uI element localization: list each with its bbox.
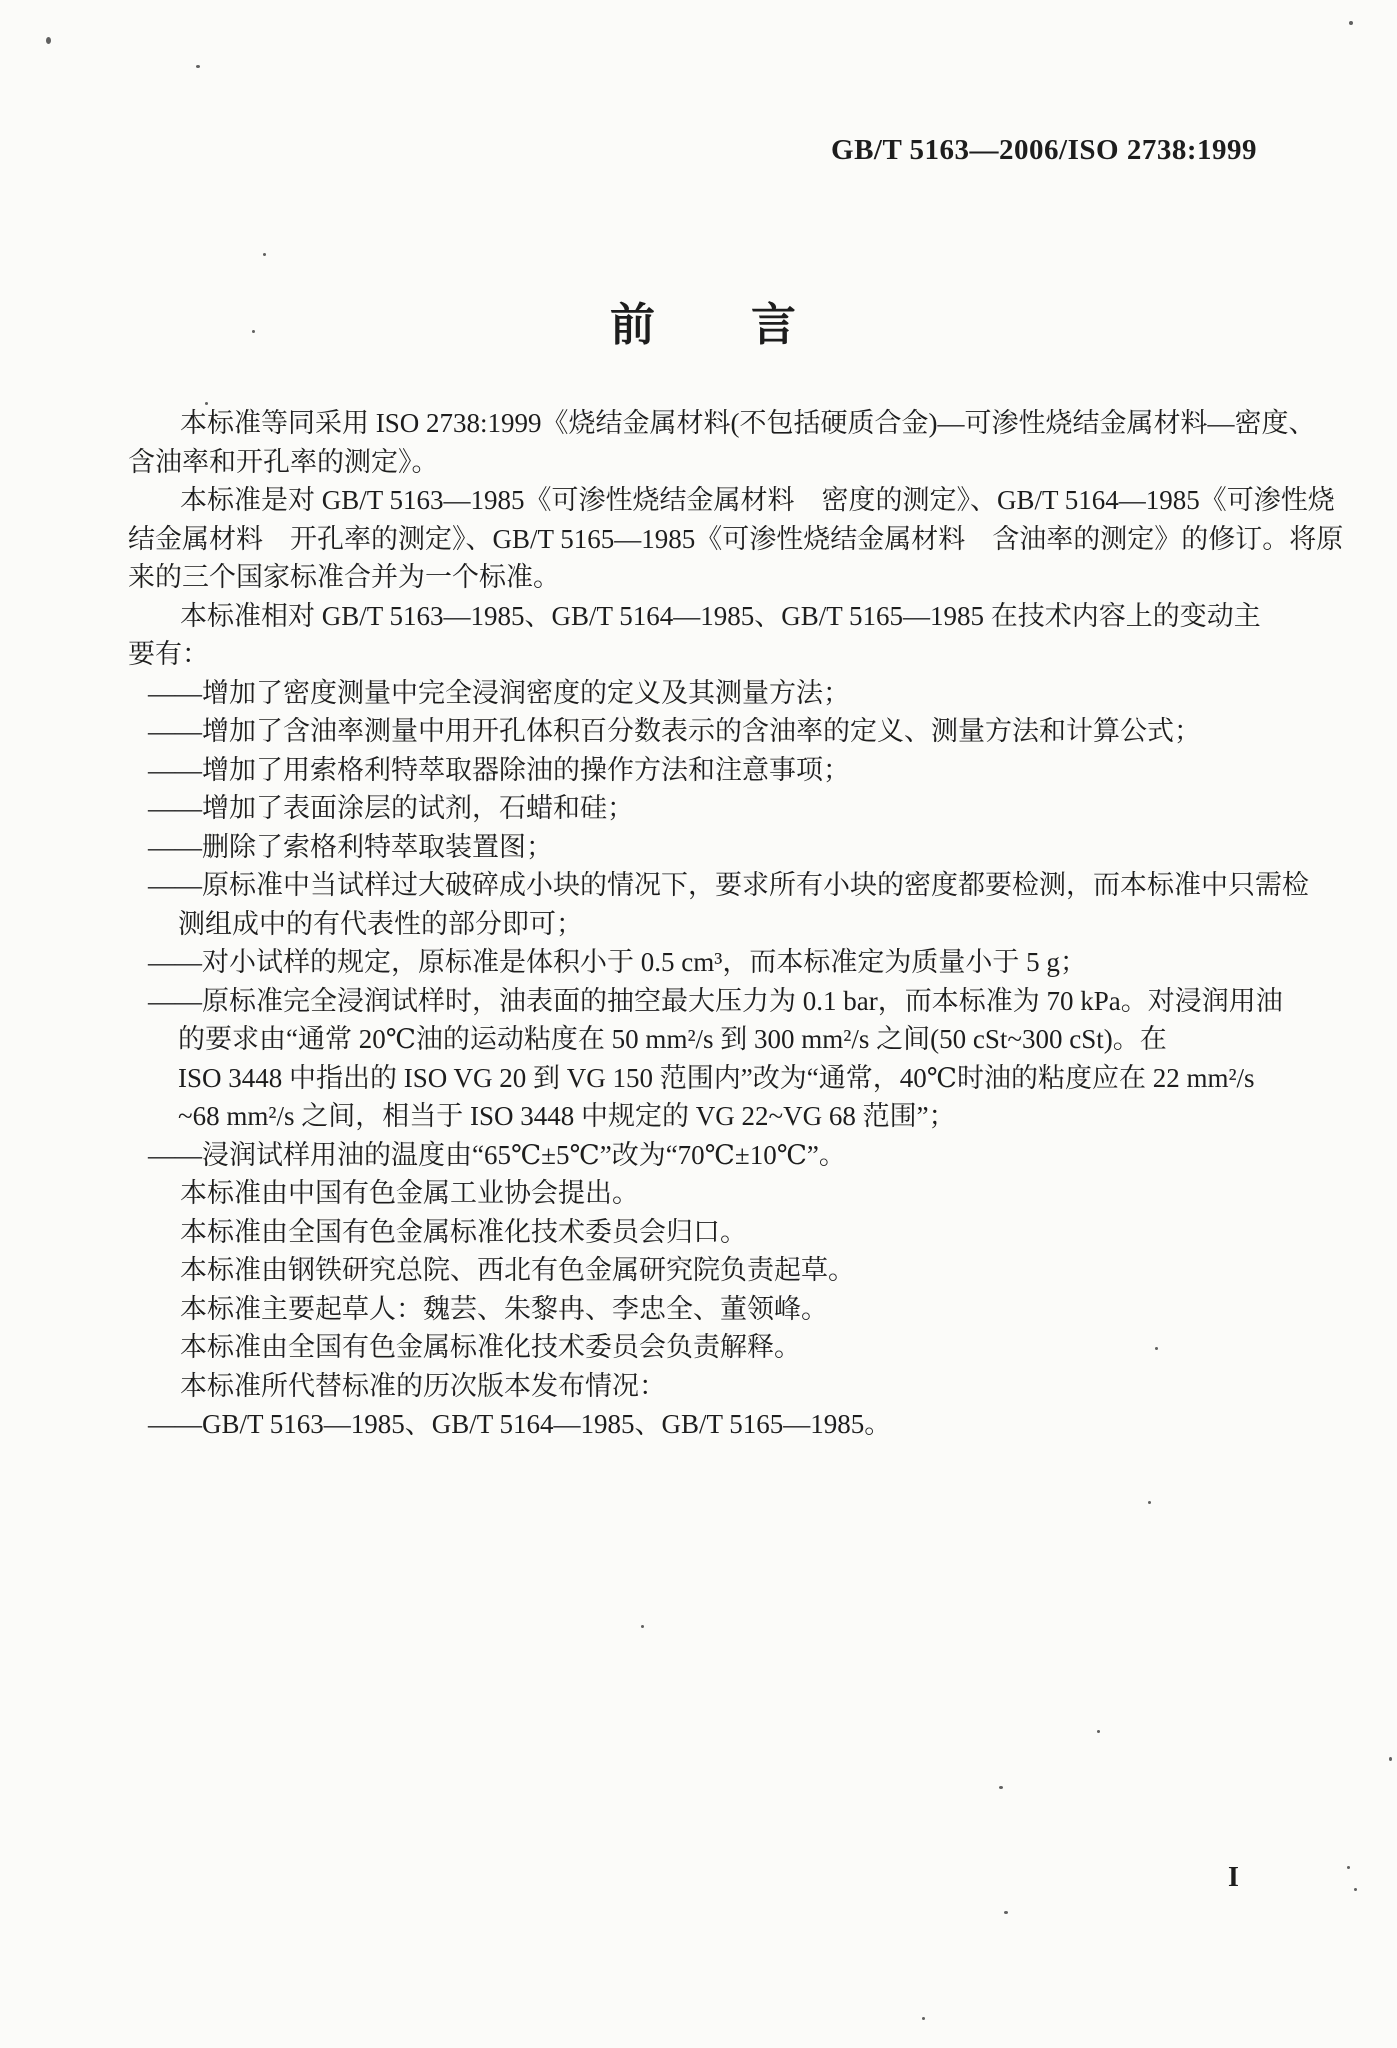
text-line: 本标准相对 GB/T 5163—1985、GB/T 5164—1985、GB/T 5165—1985 在技术内容上的变动主: [180, 600, 1261, 631]
text-line: ——增加了表面涂层的试剂，石蜡和硅；: [148, 793, 634, 823]
scan-speck: [1354, 1888, 1357, 1891]
page-title: 前 言: [609, 299, 798, 350]
text-line: ——浸润试样用油的温度由“65℃±5℃”改为“70℃±10℃”。: [148, 1139, 846, 1170]
text-line: ISO 3448 中指出的 ISO VG 20 到 VG 150 范围内”改为“通常，40℃时油的粘度应在 22 mm²/s: [178, 1062, 1255, 1093]
scan-speck: [46, 37, 51, 44]
text-line: 本标准由全国有色金属标准化技术委员会负责解释。: [180, 1332, 801, 1362]
scan-speck: [922, 2017, 925, 2020]
scan-speck: [1389, 1757, 1392, 1761]
scan-speck: [1349, 21, 1353, 25]
text-line: ——增加了密度测量中完全浸润密度的定义及其测量方法；: [148, 677, 850, 708]
text-line: 本标准主要起草人：魏芸、朱黎冉、李忠全、董领峰。: [180, 1293, 828, 1324]
text-line: 本标准等同采用 ISO 2738:1999《烧结金属材料(不包括硬质合金)—可渗性烧结金属材料—密度、: [180, 408, 1316, 438]
text-line: 本标准由全国有色金属标准化技术委员会归口。: [180, 1216, 747, 1247]
text-line: ——增加了含油率测量中用开孔体积百分数表示的含油率的定义、测量方法和计算公式；: [148, 716, 1201, 746]
text-line: 的要求由“通常 20℃油的运动粘度在 50 mm²/s 到 300 mm²/s 之间(50 cSt~300 cSt)。在: [178, 1024, 1167, 1054]
foreword-body: [128, 404, 1344, 1444]
scan-speck: [1148, 1501, 1151, 1504]
scan-speck: [641, 1625, 644, 1628]
text-line: ——增加了用索格利特萃取器除油的操作方法和注意事项；: [148, 754, 850, 785]
text-line: 本标准由钢铁研究总院、西北有色金属研究院负责起草。: [180, 1255, 855, 1285]
text-line: 本标准所代替标准的历次版本发布情况：: [180, 1370, 666, 1401]
scan-speck: [999, 1786, 1003, 1789]
text-line: 结金属材料 开孔率的测定》、GB/T 5165—1985《可渗性烧结金属材料 含油率的测定》的修订。将原: [128, 523, 1344, 554]
text-line: ——对小试样的规定，原标准是体积小于 0.5 cm³，而本标准定为质量小于 5 g；: [148, 947, 1087, 977]
text-line: 本标准是对 GB/T 5163—1985《可渗性烧结金属材料 密度的测定》、GB/T 5164—1985《可渗性烧: [180, 485, 1335, 515]
scan-speck: [1155, 1347, 1158, 1350]
text-line: ——原标准完全浸润试样时，油表面的抽空最大压力为 0.1 bar，而本标准为 70 kPa。对浸润用油: [148, 985, 1283, 1016]
text-line: ——删除了索格利特萃取装置图；: [148, 831, 553, 862]
scan-speck: [1004, 1911, 1008, 1914]
text-line: 要有：: [128, 639, 209, 669]
text-line: 本标准由中国有色金属工业协会提出。: [180, 1178, 639, 1208]
text-line: 测组成中的有代表性的部分即可；: [178, 908, 583, 939]
scan-speck: [263, 253, 266, 256]
scan-speck: [1347, 1866, 1350, 1869]
page-number: I: [1228, 1862, 1239, 1893]
scan-speck: [252, 330, 255, 333]
scan-speck: [205, 402, 208, 405]
text-line: ~68 mm²/s 之间，相当于 ISO 3448 中规定的 VG 22~VG 68 范围”；: [178, 1101, 956, 1131]
standard-number-header: GB/T 5163—2006/ISO 2738:1999: [831, 134, 1257, 166]
scan-speck: [196, 65, 200, 68]
text-line: ——原标准中当试样过大破碎成小块的情况下，要求所有小块的密度都要检测，而本标准中只需检: [148, 870, 1309, 900]
text-line: 来的三个国家标准合并为一个标准。: [128, 562, 560, 592]
scan-speck: [1097, 1730, 1100, 1733]
text-line: ——GB/T 5163—1985、GB/T 5164—1985、GB/T 5165—1985。: [148, 1409, 892, 1439]
text-line: 含油率和开孔率的测定》。: [128, 446, 439, 477]
